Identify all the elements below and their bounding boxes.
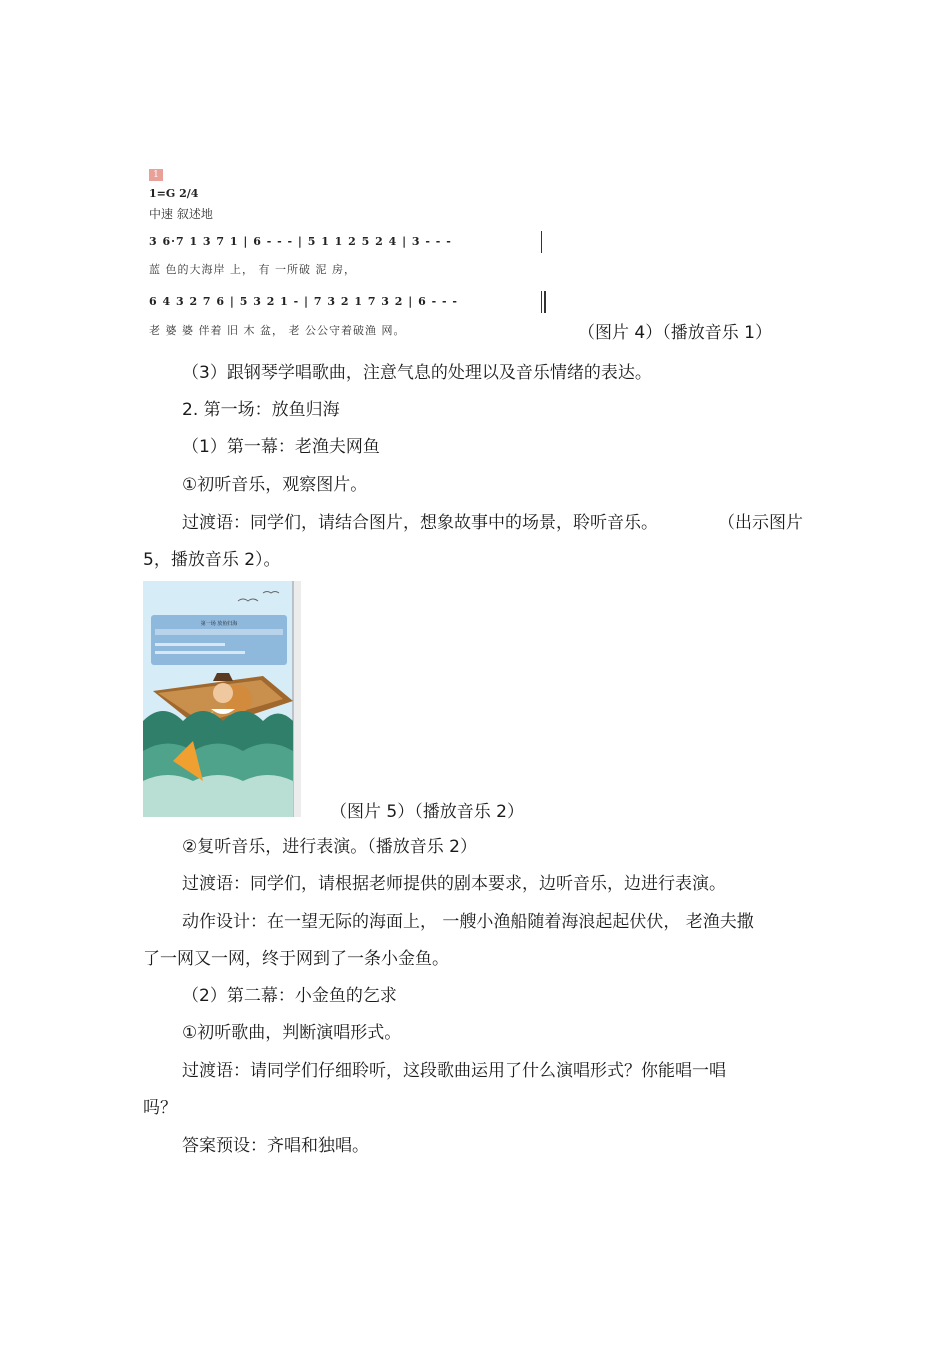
paragraph: ①初听歌曲，判断演唱形式。 xyxy=(182,1023,402,1043)
score-key: 1=G 2/4 xyxy=(149,187,199,200)
score-badge: 1 xyxy=(149,169,163,181)
paragraph: （3）跟钢琴学唱歌曲，注意气息的处理以及音乐情绪的表达。 xyxy=(182,363,652,383)
section-heading: 2. 第一场：放鱼归海 xyxy=(182,400,340,420)
paragraph: 答案预设：齐唱和独唱。 xyxy=(182,1136,369,1156)
paragraph-continued: 了一网又一网，终于网到了一条小金鱼。 xyxy=(143,949,449,969)
paragraph: ①初听音乐，观察图片。 xyxy=(182,475,368,495)
score-barline xyxy=(541,231,542,253)
paragraph: 过渡语：请同学们仔细聆听，这段歌曲运用了什么演唱形式？你能唱一唱 xyxy=(182,1061,726,1081)
caption-picture-5: （图片 5）（播放音乐 2） xyxy=(330,802,524,822)
score-tempo: 中速 叙述地 xyxy=(149,207,213,221)
paragraph: 动作设计：在一望无际的海面上， 一艘小渔船随着海浪起起伏伏， 老渔夫撒 xyxy=(182,912,754,932)
music-score xyxy=(143,165,553,340)
illustration-panel-title: 第一场 放鱼归海 xyxy=(200,621,238,627)
score-lyrics-row1: 蓝 色的大海岸 上， 有 一所破 泥 房， xyxy=(149,263,356,276)
score-lyrics-row2: 老 婆 婆 伴着 旧 木 盆， 老 公公守着破渔 网。 xyxy=(149,324,406,337)
paragraph-continued: （出示图片 xyxy=(718,513,803,533)
paragraph: 过渡语：同学们，请根据老师提供的剧本要求，边听音乐，边进行表演。 xyxy=(182,874,726,894)
score-barline xyxy=(541,291,542,313)
paragraph-continued: 吗？ xyxy=(143,1098,177,1118)
paragraph: ②复听音乐，进行表演。（播放音乐 2） xyxy=(182,837,477,857)
illustration-fisherman xyxy=(143,581,301,817)
paragraph-continued: 5，播放音乐 2）。 xyxy=(143,550,281,570)
score-notes-row1: 3 6·7 1 3 7 1 | 6 - - - | 5 1 1 2 5 2 4 | 3 - - - xyxy=(149,235,452,248)
fisherman-illustration xyxy=(143,581,301,817)
score-final-barline xyxy=(544,291,546,313)
score-notes-row2: 6 4 3 2 7 6 | 5 3 2 1 - | 7 3 2 1 7 3 2 | 6 - - - xyxy=(149,295,458,308)
subsection-heading: （2）第二幕：小金鱼的乞求 xyxy=(182,986,397,1006)
paragraph: 过渡语：同学们，请结合图片，想象故事中的场景，聆听音乐。 xyxy=(182,513,658,533)
caption-picture-4: （图片 4）（播放音乐 1） xyxy=(578,323,772,343)
subsection-heading: （1）第一幕：老渔夫网鱼 xyxy=(182,437,380,457)
